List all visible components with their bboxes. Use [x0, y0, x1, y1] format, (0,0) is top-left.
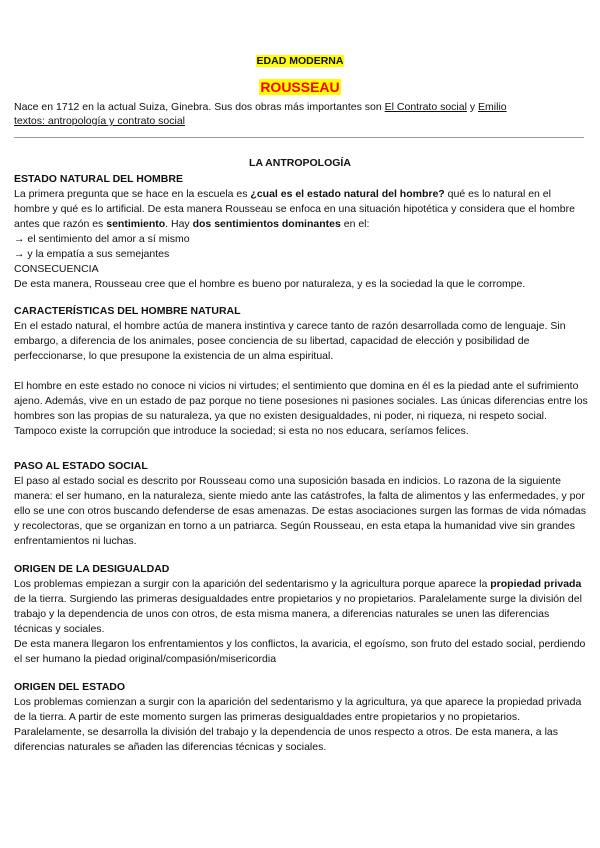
intro-textos: textos: antropología y contrato social [14, 115, 186, 127]
text-run: de la tierra. Surgiendo las primeras desigualdades entre propietarios y no propietarios. Paralelamente surge la división del trabajo y la dependencia de unos con otros, de esta misma manera, a diferencias naturales se unen las diferencias técnicas y sociales. [14, 593, 582, 635]
period-title-text: EDAD MODERNA [256, 55, 344, 67]
heading-paso-estado-social: PASO AL ESTADO SOCIAL [14, 460, 148, 472]
bold-sentimientos-dominantes: dos sentimientos dominantes [192, 218, 341, 230]
heading-estado-natural: ESTADO NATURAL DEL HOMBRE [14, 173, 183, 185]
heading-desigualdad: ORIGEN DE LA DESIGUALDAD [14, 563, 170, 575]
text-run: qué es lo natural en el hombre y qué es lo artificial. De esta manera Rousseau se enfoca en una situación hipotética y considera que el hombre antes que razón es [14, 188, 575, 230]
section-desigualdad [14, 562, 588, 667]
section-paso-estado-social [14, 459, 588, 549]
bold-question: ¿cual es el estado natural del hombre? [250, 188, 445, 200]
section-caracteristicas [14, 304, 588, 439]
paragraph-caracteristicas-1: En el estado natural, el hombre actúa de manera instintiva y carece tanto de razón desarrollada como de lenguaje. Sin embargo, a diferencia de los animales, posee conciencia de su libertad, capacidad de elección y posibilidad de perfeccionarse, lo que presupone la existencia de un alma espiritual. [14, 320, 566, 362]
horizontal-divider [14, 137, 584, 138]
text-run: La primera pregunta que se hace en la escuela es [14, 188, 251, 200]
text-run: Los problemas empiezan a surgir con la aparición del sedentarismo y la agricultura porque aparece la [14, 578, 491, 590]
paragraph-conclusion: De esta manera, Rousseau cree que el hombre es bueno por naturaleza, y es la sociedad la que le corrompe. [14, 278, 526, 290]
work-contrato-social: El Contrato social [384, 101, 467, 113]
text-run: . Hay [165, 218, 193, 230]
paragraph-paso-estado-social: El paso al estado social es descrito por Rousseau como una suposición basada en indicios. Lo razona de la siguiente manera: el ser humano, en la naturaleza, siente miedo ante las catástrofes, la falta de alimentos y las enfermedades, y por ello se une con otros buscando defenderse de esas amenazas. De estas asociaciones surgen las formas de vida nómadas y recolectoras, que se organizan en torno a un patriarca. Según Rousseau, en esta etapa la humanidad vive sin grandes enfrentamientos ni luchas. [14, 475, 587, 547]
paragraph-caracteristicas-2: El hombre en este estado no conoce ni vicios ni virtudes; el sentimiento que domina en él es la piedad ante el sufrimiento ajeno. Además, vive en un estado de paz porque no tiene posesiones ni pasiones sociales. Las únicas diferencias entre los hombres son las propias de su naturaleza, ya que no existen desigualdades, ni poder, ni riqueza, ni respeto social. Tampoco existe la corrupción que introduce la sociedad; si esta no nos educara, seríamos felices. [14, 380, 588, 437]
author-title [0, 79, 600, 97]
paragraph-estado-natural [14, 187, 588, 232]
text-run: en el: [340, 218, 370, 230]
intro-paragraph [14, 100, 588, 128]
label-consecuencia: CONSECUENCIA [14, 263, 99, 275]
author-title-text: ROUSSEAU [260, 79, 340, 95]
intro-text: Nace en 1712 en la actual Suiza, Ginebra. Sus dos obras más importantes son [14, 101, 385, 113]
section-estado-natural [14, 172, 588, 292]
section-origen-estado [14, 680, 588, 755]
paragraph-desigualdad-1 [14, 577, 588, 637]
paragraph-desigualdad-2: De esta manera llegaron los enfrentamientos y los conflictos, la avaricia, el egoísmo, son fruto del estado social, perdiendo el ser humano la piedad original/compasión/misericordia [14, 638, 586, 665]
bold-propiedad-privada: propiedad privada [490, 578, 582, 590]
intro-conjunction: y [466, 101, 479, 113]
list-item-amor: → el sentimiento del amor a sí mismo [14, 233, 190, 245]
heading-caracteristicas: CARACTERÍSTICAS DEL HOMBRE NATURAL [14, 305, 241, 317]
section-title: LA ANTROPOLOGÍA [249, 157, 351, 169]
work-emilio: Emilio [478, 101, 507, 113]
bold-sentimiento: sentimiento [106, 218, 166, 230]
heading-origen-estado: ORIGEN DEL ESTADO [14, 681, 126, 693]
period-title [0, 51, 600, 69]
list-item-empatia: → y la empatía a sus semejantes [14, 248, 170, 260]
paragraph-origen-estado: Los problemas comienzan a surgir con la aparición del sedentarismo y la agricultura, ya que aparece la propiedad privada de la tierra. A partir de este momento surgen las primeras desigualdades entre propietarios y no propietarios. Paralelamente, se desarrolla la división del trabajo y la dependencia de unos respecto a otros. De esta manera, a las diferencias naturales se añaden las diferencias técnicas y sociales. [14, 696, 582, 753]
